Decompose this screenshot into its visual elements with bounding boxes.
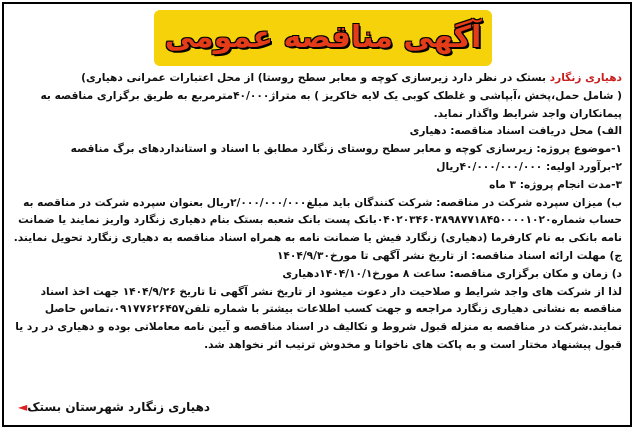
body-line: ب) میزان سپرده شرکت در مناقصه: شرکت کنندگان باید مبلغ۲/۰۰۰/۰۰۰/۰۰۰ریال بعنوان سپرده شرکت در مناقصه به [23,196,622,209]
body-line: ج) مهلت ارائه اسناد مناقصه: از تاریخ نشر آگهی تا مورخ۱۴۰۴/۹/۳۰ [276,249,622,262]
notice-body [12,70,622,355]
title-banner [154,10,492,66]
tender-notice [2,2,632,427]
body-line: د) زمان و مکان برگزاری مناقصه: ساعت ۸ مورخ۱۴۰۴/۱۰/۱دهیاری [282,267,622,280]
triangle-left-icon: ◄ [18,400,28,414]
body-line: نمایند.شرکت در مناقصه به منزله قبول شروط و تکالیف در اسناد مناقصه و آیین نامه معاملاتی بوده و دهیاری در رد یا [15,321,622,334]
body-line: لذا از شرکت های واجد شرایط و صلاحیت دار دعوت میشود از تاریخ نشر آگهی تا تاریخ ۱۴۰۴/۹/۲۶ جهت اخذ اسناد [40,285,622,298]
notice-title: آگهی مناقصه عمومی [164,20,482,55]
body-line: قبول پیشنهاد مختار است و به پاکت های ناخوانا و مخدوش ترتیب اثر نخواهد شد. [204,338,622,351]
signature-text: دهیاری زنگارد شهرستان بستک [27,400,211,414]
body-line: ۲-برآورد اولیه: ۴۰/۰۰۰/۰۰۰/۰۰۰ریال [436,160,622,173]
body-line-text: بستک در نظر دارد زیرسازی کوچه و معابر سطح روستا) از محل اعتبارات عمرانی دهیاری) [81,72,550,84]
body-line: ۳-مدت انجام پروژه: ۳ ماه [489,178,622,191]
body-line-prefix: دهیاری زنگارد [549,72,622,84]
body-line: ( شامل حمل،پخش ،آبپاشی و غلطک کوبی یک لایه خاکریز ) به متراژ۴۰/۰۰۰مترمربع به طریق برگزاری مناقصه به [40,89,622,102]
signature [14,400,210,414]
body-line [12,70,622,88]
body-line: حساب شماره۰۴۰۲۰۳۴۶۰۳۸۹۸۷۷۱۸۴۵۰۰۰۰۱۰۲۰بانک پست بانک شعبه بستک بنام دهیاری زنگارد واریز نمایند یا ضمانت [18,214,622,227]
body-line: ۱-موضوع پروژه: زیرسازی کوچه و معابر سطح روستای زنگارد مطابق با اسناد و استانداردهای برگ مناقصه [70,143,622,156]
body-line: الف) محل دریافت اسناد مناقصه: دهیاری [409,125,622,138]
body-line: مناقصه به نشانی دهیاری زنگارد مراجعه و جهت کسب اطلاعات بیشتر با شماره تلفن۰۹۱۷۷۶۲۶۴۵۷،تماس حاصل [44,303,622,316]
body-line: نامه بانکی به نام کارفرما (دهیاری) زنگارد فیش یا ضمانت نامه به همراه اسناد مناقصه به دهیاری زنگارد تحویل نمایند. [13,232,622,245]
body-line: پیمانکاران واجد شرایط واگذار نماید. [433,107,622,120]
